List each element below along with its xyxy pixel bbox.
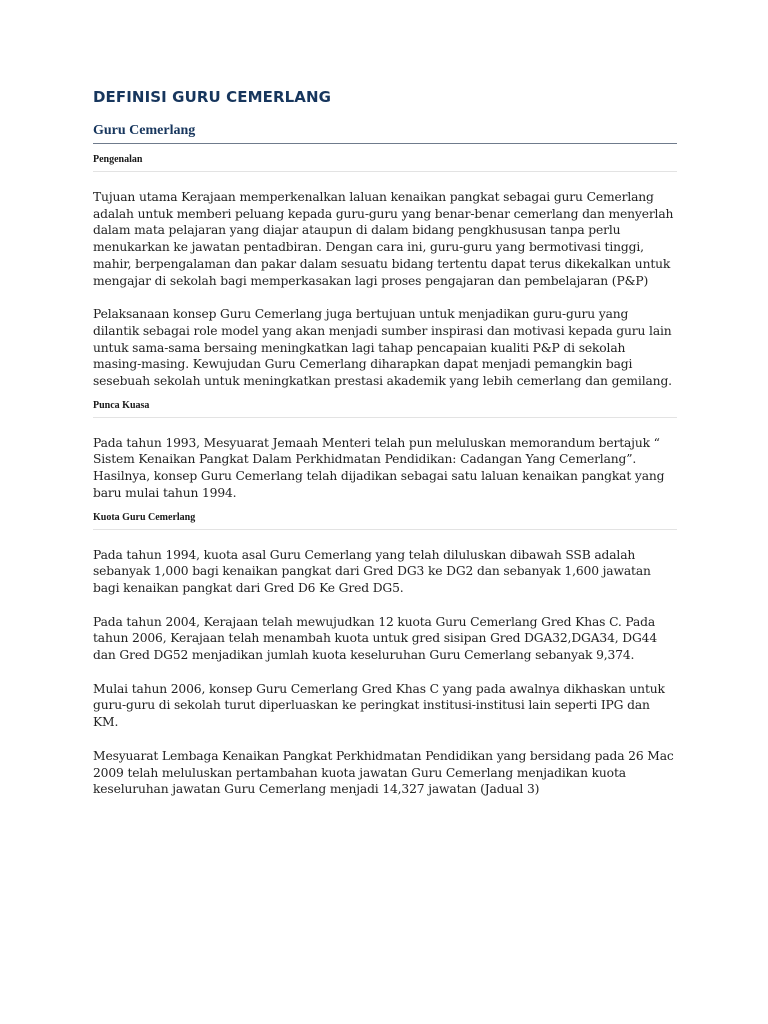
paragraph: Tujuan utama Kerajaan memperkenalkan laluan kenaikan pangkat sebagai guru Cemerlang adalah untuk memberi peluang kepada guru-guru yang benar-benar cemerlang dan menyerlah dalam mata pelajaran yang diajar ataupun di dalam bidang pengkhususan tanpa perlu menukarkan ke jawatan pentadbiran. Dengan cara ini, guru-guru yang bermotivasi tinggi, mahir, berpengalaman dan pakar dalam sesuatu bidang tertentu dapat terus dikekalkan untuk mengajar di sekolah bagi memperkasakan lagi proses pengajaran dan pembelajaran (P&P) xyxy=(93,190,674,288)
paragraph: Pelaksanaan konsep Guru Cemerlang juga bertujuan untuk menjadikan guru-guru yang dilantik sebagai role model yang akan menjadi sumber inspirasi dan motivasi kepada guru lain untuk sama-sama bersaing meningkatkan lagi tahap pencapaian kualiti P&P di sekolah masing-masing. Kewujudan Guru Cemerlang diharapkan dapat menjadi pemangkin bagi sesebuah sekolah untuk meningkatkan prestasi akademik yang lebih cemerlang dan gemilang. xyxy=(93,307,672,389)
subheading-punca-kuasa: Punca Kuasa xyxy=(93,390,677,418)
paragraph: Mesyuarat Lembaga Kenaikan Pangkat Perkhidmatan Pendidikan yang bersidang pada 26 Mac 2009 telah meluluskan pertambahan kuota jawatan Guru Cemerlang menjadikan kuota keseluruhan jawatan Guru Cemerlang menjadi 14,327 jawatan (Jadual 3) xyxy=(93,748,674,797)
section-punca-kuasa xyxy=(93,390,677,502)
paragraph: Pada tahun 1994, kuota asal Guru Cemerlang yang telah diluluskan dibawah SSB adalah sebanyak 1,000 bagi kenaikan pangkat dari Gred DG3 ke DG2 dan sebanyak 1,600 jawatan bagi kenaikan pangkat dari Gred D6 Ke Gred DG5. xyxy=(93,547,651,595)
section-pengenalan xyxy=(93,144,677,390)
subheading-kuota-guru-cemerlang: Kuota Guru Cemerlang xyxy=(93,502,677,530)
section-kuota-guru-cemerlang xyxy=(93,502,677,798)
paragraph: Pada tahun 2004, Kerajaan telah mewujudkan 12 kuota Guru Cemerlang Gred Khas C. Pada tahun 2006, Kerajaan telah menambah kuota untuk gred sisipan Gred DGA32,DGA34, DG44 dan Gred DG52 menjadikan jumlah kuota keseluruhan Guru Cemerlang sebanyak 9,374. xyxy=(93,614,658,663)
section-heading: Guru Cemerlang xyxy=(93,122,677,144)
paragraph: Mulai tahun 2006, konsep Guru Cemerlang Gred Khas C yang pada awalnya dikhaskan untuk guru-guru di sekolah turut diperluaskan ke peringkat institusi-institusi lain seperti IPG dan KM. xyxy=(93,681,665,730)
document-title: DEFINISI GURU CEMERLANG xyxy=(93,88,332,106)
subheading-pengenalan: Pengenalan xyxy=(93,144,677,172)
paragraph: Pada tahun 1993, Mesyuarat Jemaah Menteri telah pun meluluskan memorandum bertajuk “ Sistem Kenaikan Pangkat Dalam Perkhidmatan Pendidikan: Cadangan Yang Cemerlang”. Hasilnya, konsep Guru Cemerlang telah dijadikan sebagai satu laluan kenaikan pangkat yang baru mulai tahun 1994. xyxy=(93,435,665,500)
document-page xyxy=(93,86,677,798)
